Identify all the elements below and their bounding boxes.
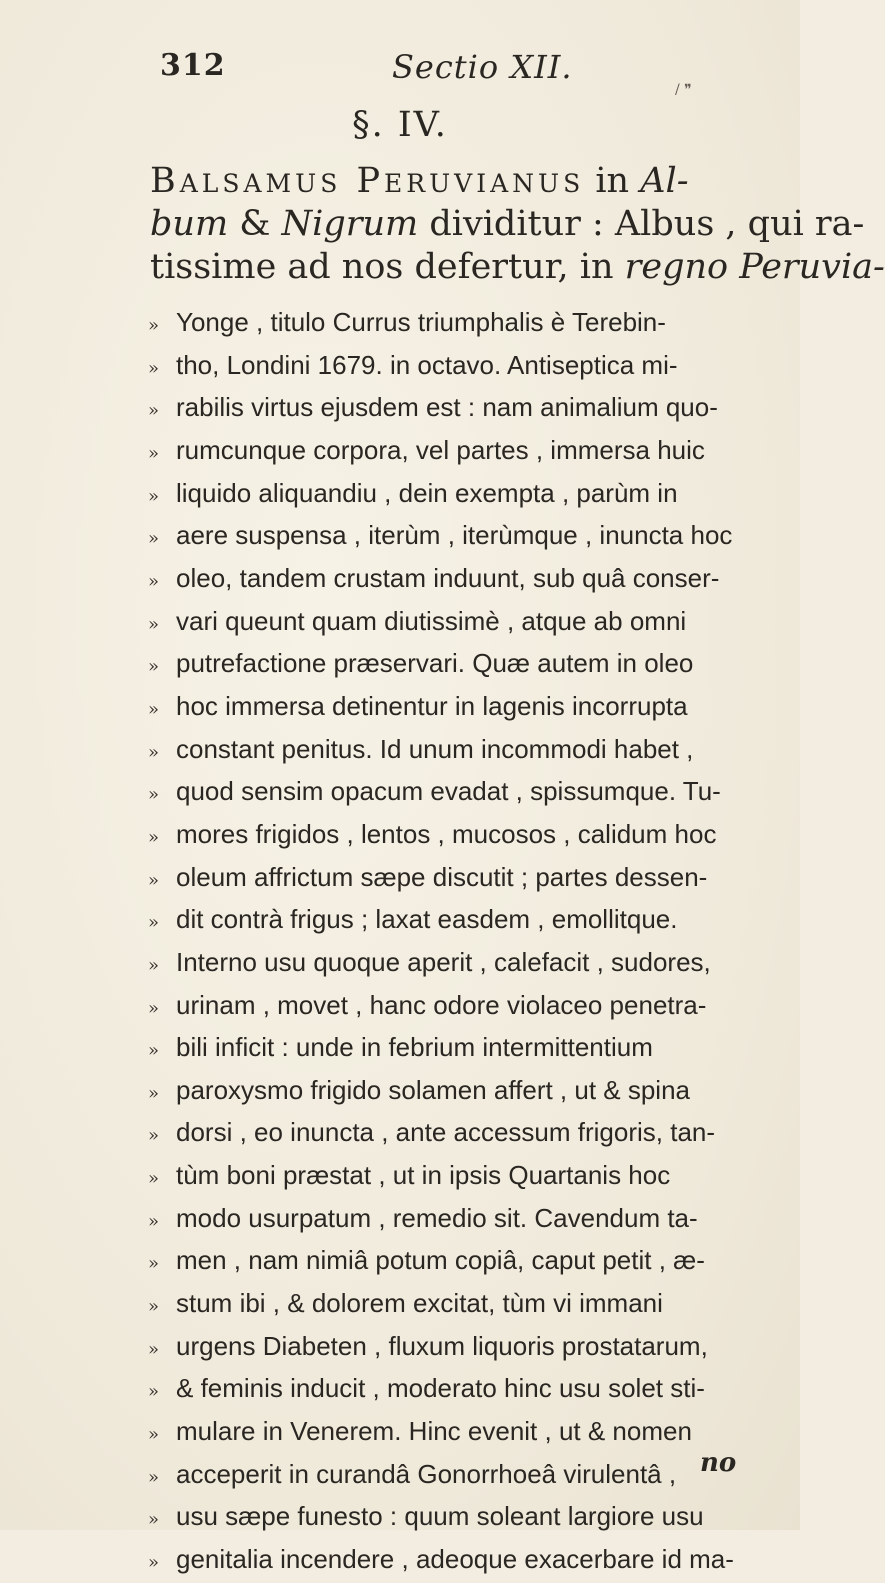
- stray-ink-mark: / ❞: [675, 82, 692, 98]
- quote-line-text: quod sensim opacum evadat , spissumque. Tu-: [176, 776, 721, 807]
- quote-line-text: men , nam nimiâ potum copiâ, caput petit , æ-: [176, 1245, 705, 1276]
- quote-line-text: Interno usu quoque aperit , calefacit , sudores,: [176, 946, 711, 977]
- quotation-mark: »: [148, 912, 160, 934]
- quote-line-text: mores frigidos , lentos , mucosos , calidum hoc: [176, 818, 717, 849]
- intro-text: tissime ad nos defertur, in: [150, 247, 625, 287]
- quotation-mark: »: [148, 315, 160, 336]
- quote-line-text: stum ibi , & dolorem excitat, tùm vi immani: [176, 1288, 663, 1319]
- quote-line-text: rabilis virtus ejusdem est : nam animalium quo-: [176, 392, 718, 423]
- quotation-mark: »: [148, 1253, 160, 1275]
- quote-line: [148, 772, 768, 815]
- running-header: [160, 48, 720, 98]
- quote-line: [148, 1412, 768, 1455]
- quote-line-text: rumcunque corpora, vel partes , immersa huic: [176, 434, 705, 465]
- quote-line: [148, 1071, 768, 1114]
- quote-line-text: Yonge , titulo Currus triumphalis è Terebin-: [176, 307, 666, 337]
- quote-line: [148, 602, 768, 645]
- catchword: no: [700, 1448, 737, 1478]
- intro-text: &: [228, 204, 282, 244]
- quote-line-text: dit contrà frigus ; laxat easdem , emollitque.: [176, 904, 678, 935]
- intro-paragraph: [150, 160, 885, 289]
- quotation-mark: »: [148, 1338, 160, 1360]
- intro-text: dividitur : Albus , qui ra-: [418, 204, 865, 244]
- quote-line-text: tho, Londini 1679. in octavo. Antiseptica mi-: [176, 349, 678, 380]
- quote-line-text: urgens Diabeten , fluxum liquoris prostatarum,: [176, 1330, 708, 1361]
- quote-line-text: constant penitus. Id unum incommodi habet ,: [176, 733, 694, 764]
- quotation-mark: »: [148, 1040, 160, 1062]
- intro-italic: Al-: [640, 161, 689, 201]
- quote-line: [148, 730, 768, 773]
- quote-line: [148, 900, 768, 943]
- quotation-mark: »: [148, 1424, 160, 1446]
- quotation-mark: »: [148, 997, 160, 1019]
- intro-text: in: [584, 161, 641, 201]
- quote-line: [148, 687, 768, 730]
- quote-line: [148, 1327, 768, 1370]
- page-number: 312: [160, 48, 226, 83]
- quote-line: [148, 559, 768, 602]
- quote-line: [148, 431, 768, 474]
- quotation-mark: »: [148, 869, 160, 891]
- quote-line: [148, 516, 768, 559]
- quotation-mark: »: [148, 528, 160, 550]
- quotation-mark: »: [148, 1168, 160, 1190]
- quotation-mark: »: [148, 357, 160, 379]
- quote-line: [148, 858, 768, 901]
- subsection-heading: §. IV.: [352, 105, 448, 145]
- quote-line: [148, 986, 768, 1029]
- balsam-name: Balsamus Peruvianus: [150, 161, 585, 201]
- intro-italic: Nigrum: [281, 204, 419, 244]
- intro-line: [150, 160, 760, 203]
- quote-line-text: vari queunt quam diutissimè , atque ab omni: [176, 605, 687, 636]
- quote-line-text: liquido aliquandiu , dein exempta , parùm in: [176, 477, 678, 508]
- quote-line: [148, 303, 768, 346]
- quote-line: [148, 1113, 768, 1156]
- quotation-mark: »: [148, 698, 160, 720]
- quoted-passage: [148, 303, 768, 1583]
- quotation-mark: »: [148, 1210, 160, 1232]
- quote-line-text: urinam , movet , hanc odore violaceo penetra-: [176, 989, 707, 1020]
- quote-line: [148, 815, 768, 858]
- quote-line-text: genitalia incendere , adeoque exacerbare id ma-: [176, 1544, 734, 1575]
- quotation-mark: »: [148, 1381, 160, 1403]
- quote-line: [148, 1369, 768, 1412]
- quote-line-text: bili inficit : unde in febrium intermittentium: [176, 1032, 653, 1063]
- quote-line: [148, 943, 768, 986]
- quote-line-text: acceperit in curandâ Gonorrhoeâ virulentâ ,: [176, 1458, 677, 1489]
- quotation-mark: »: [148, 826, 160, 848]
- quote-line-text: tùm boni præstat , ut in ipsis Quartanis hoc: [176, 1160, 671, 1191]
- quotation-mark: »: [148, 1082, 160, 1104]
- quotation-mark: »: [148, 1296, 160, 1318]
- quote-line: [148, 644, 768, 687]
- quote-line: [148, 1497, 768, 1540]
- quote-line-text: paroxysmo frigido solamen affert , ut & spina: [176, 1074, 690, 1105]
- section-title: Sectio XII.: [392, 48, 573, 86]
- quote-line: [148, 1455, 768, 1498]
- quote-line: [148, 388, 768, 431]
- quote-line-text: oleo, tandem crustam induunt, sub quâ conser-: [176, 562, 720, 593]
- intro-italic: regno Peruvia-: [624, 247, 885, 287]
- quotation-mark: »: [148, 784, 160, 806]
- quote-line: [148, 1028, 768, 1071]
- quote-line-text: oleum affrictum sæpe discutit ; partes dessen-: [176, 861, 708, 892]
- quote-line: [148, 1284, 768, 1327]
- quotation-mark: »: [148, 442, 160, 464]
- quote-line: [148, 1540, 768, 1583]
- quote-line-text: dorsi , eo inuncta , ante accessum frigoris, tan-: [176, 1117, 716, 1148]
- quote-line: [148, 474, 768, 517]
- quote-line: [148, 1241, 768, 1284]
- quote-line-text: & feminis inducit , moderato hinc usu solet sti-: [176, 1373, 705, 1404]
- quote-line: [148, 1156, 768, 1199]
- quotation-mark: »: [148, 656, 160, 678]
- quotation-mark: »: [148, 1552, 160, 1574]
- quote-line-text: modo usurpatum , remedio sit. Cavendum ta-: [176, 1202, 698, 1233]
- quote-line-text: hoc immersa detinentur in lagenis incorrupta: [176, 690, 688, 721]
- quotation-mark: »: [148, 400, 160, 422]
- quote-line-text: aere suspensa , iterùm , iterùmque , inuncta hoc: [176, 520, 733, 551]
- intro-line: [150, 246, 885, 289]
- quotation-mark: »: [148, 1466, 160, 1488]
- quotation-mark: »: [148, 570, 160, 592]
- quotation-mark: »: [148, 741, 160, 763]
- intro-italic: bum: [150, 204, 229, 244]
- quote-line: [148, 1199, 768, 1242]
- quotation-mark: »: [148, 613, 160, 635]
- quote-line-text: mulare in Venerem. Hinc evenit , ut & nomen: [176, 1416, 692, 1447]
- quotation-mark: »: [148, 954, 160, 976]
- intro-line: [150, 203, 865, 246]
- quote-line-text: putrefactione præservari. Quæ autem in oleo: [176, 648, 694, 679]
- quotation-mark: »: [148, 485, 160, 507]
- quote-line-text: usu sæpe funesto : quum soleant largiore usu: [176, 1501, 704, 1532]
- quote-line: [148, 346, 768, 389]
- quotation-mark: »: [148, 1125, 160, 1147]
- quotation-mark: »: [148, 1509, 160, 1531]
